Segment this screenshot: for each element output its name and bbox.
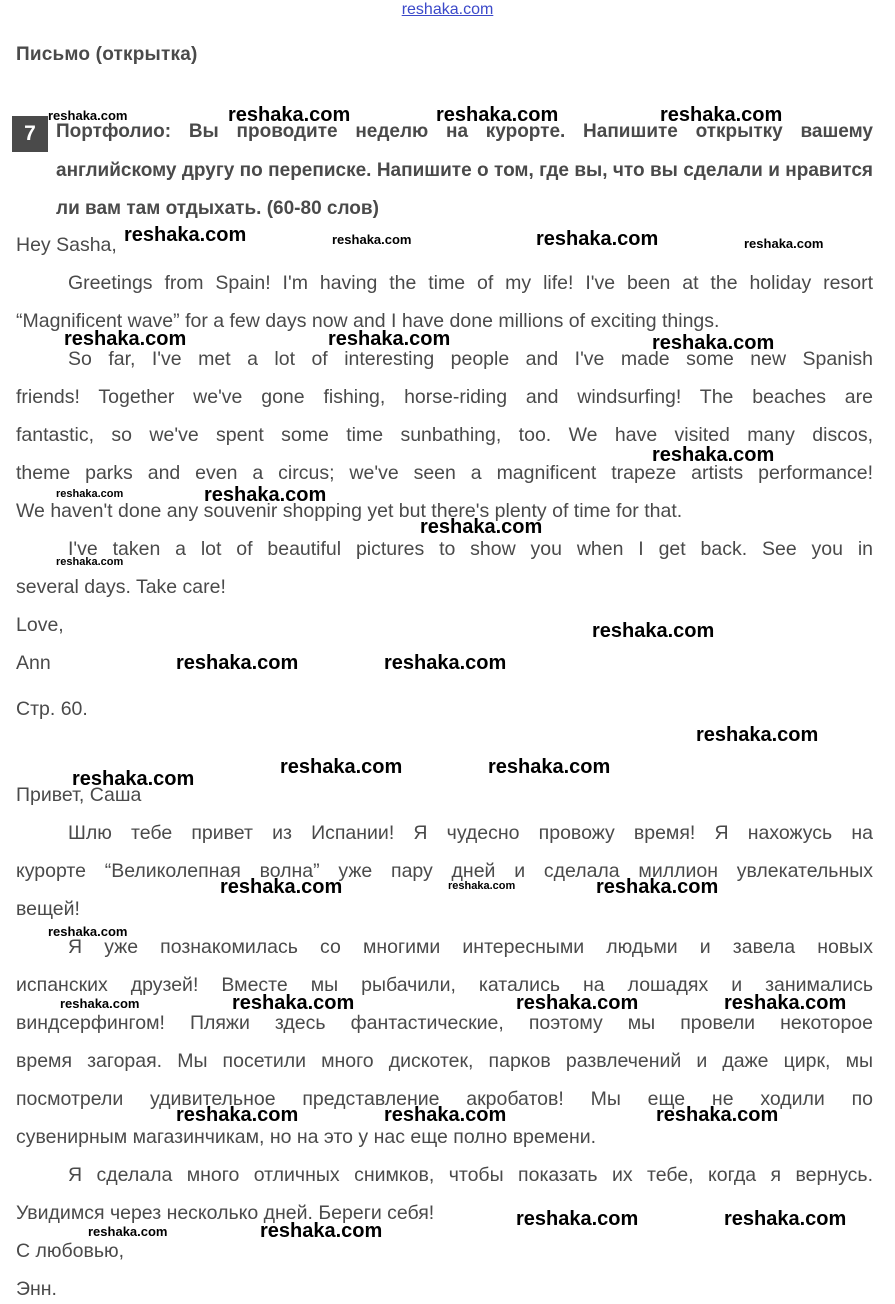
watermark: reshaka.com xyxy=(124,224,247,246)
watermark: reshaka.com xyxy=(384,652,507,674)
watermark: reshaka.com xyxy=(48,108,128,123)
letter-ru-line: курорте “Великолепная волна” уже пару дней и сделала миллион увлекательных xyxy=(16,860,873,882)
watermark: reshaka.com xyxy=(656,1104,779,1126)
watermark: reshaka.com xyxy=(328,328,451,350)
watermark: reshaka.com xyxy=(176,652,299,674)
letter-en-line: So far, I've met a lot of interesting people and I've made some new Spanish xyxy=(68,348,873,370)
watermark: reshaka.com xyxy=(64,328,187,350)
watermark: reshaka.com xyxy=(652,332,775,354)
watermark: reshaka.com xyxy=(204,484,327,506)
letter-ru-line: Я сделала много отличных снимков, чтобы показать их тебе, когда я вернусь. xyxy=(68,1164,873,1186)
letter-ru-line: вещей! xyxy=(16,898,80,920)
watermark: reshaka.com xyxy=(596,876,719,898)
watermark: reshaka.com xyxy=(652,444,775,466)
watermark: reshaka.com xyxy=(72,768,195,790)
letter-ru-line: Шлю тебе привет из Испании! Я чудесно провожу время! Я нахожусь на xyxy=(68,822,873,844)
letter-en-line: fantastic, so we've spent some time sunbathing, too. We have visited many discos, xyxy=(16,424,873,446)
letter-en-line: friends! Together we've gone fishing, horse-riding and windsurfing! The beaches are xyxy=(16,386,873,408)
task-number-badge: 7 xyxy=(12,116,48,152)
watermark: reshaka.com xyxy=(516,992,639,1014)
watermark: reshaka.com xyxy=(88,1224,168,1239)
watermark: reshaka.com xyxy=(384,1104,507,1126)
watermark: reshaka.com xyxy=(332,232,412,247)
watermark: reshaka.com xyxy=(56,488,124,500)
letter-ru-closing: С любовью, xyxy=(16,1240,125,1262)
watermark: reshaka.com xyxy=(228,104,351,126)
letter-ru-greeting: Привет, Саша xyxy=(16,784,142,806)
letter-en-line: several days. Take care! xyxy=(16,576,226,598)
watermark: reshaka.com xyxy=(220,876,343,898)
letter-en-signature: Ann xyxy=(16,652,51,674)
letter-en-line: “Magnificent wave” for a few days now and I have done millions of exciting things. xyxy=(16,310,720,332)
page-reference: Стр. 60. xyxy=(16,698,88,720)
watermark: reshaka.com xyxy=(516,1208,639,1230)
watermark: reshaka.com xyxy=(660,104,783,126)
letter-ru-line: посмотрели удивительное представление акробатов! Мы еще не ходили по xyxy=(16,1088,873,1110)
watermark: reshaka.com xyxy=(420,516,543,538)
watermark: reshaka.com xyxy=(232,992,355,1014)
letter-ru-line: сувенирным магазинчикам, но на это у нас еще полно времени. xyxy=(16,1126,597,1148)
letter-ru-signature: Энн. xyxy=(16,1278,57,1300)
watermark: reshaka.com xyxy=(280,756,403,778)
watermark: reshaka.com xyxy=(60,996,140,1011)
letter-en-closing: Love, xyxy=(16,614,64,636)
letter-ru-line: время загорая. Мы посетили много дискотек, парков развлечений и даже цирк, мы xyxy=(16,1050,873,1072)
watermark: reshaka.com xyxy=(48,924,128,939)
watermark: reshaka.com xyxy=(696,724,819,746)
letter-en-line: We haven't done any souvenir shopping yet but there's plenty of time for that. xyxy=(16,500,683,522)
letter-en-line: I've taken a lot of beautiful pictures to show you when I get back. See you in xyxy=(68,538,873,560)
letter-ru-line: Увидимся через несколько дней. Береги себя! xyxy=(16,1202,435,1224)
task-instructions: Портфолио: Вы проводите неделю на курорте. Напишите открытку вашему английскому другу по переписке. Напишите о том, где вы, что вы сделали и нравится ли вам там отдыхать. (60-80 слов) xyxy=(56,121,873,219)
watermark: reshaka.com xyxy=(260,1220,383,1242)
letter-en-line: Greetings from Spain! I'm having the time of my life! I've been at the holiday resort xyxy=(68,272,873,294)
watermark: reshaka.com xyxy=(744,236,824,251)
watermark: reshaka.com xyxy=(176,1104,299,1126)
section-title: Письмо (открытка) xyxy=(16,44,198,65)
letter-ru-line: испанских друзей! Вместе мы рыбачили, катались на лошадях и занимались xyxy=(16,974,873,996)
watermark: reshaka.com xyxy=(592,620,715,642)
watermark: reshaka.com xyxy=(724,1208,847,1230)
watermark: reshaka.com xyxy=(536,228,659,250)
watermark: reshaka.com xyxy=(436,104,559,126)
letter-ru-line: Я уже познакомилась со многими интересными людьми и завела новых xyxy=(68,936,873,958)
watermark: reshaka.com xyxy=(724,992,847,1014)
letter-ru-line: виндсерфингом! Пляжи здесь фантастические, поэтому мы провели некоторое xyxy=(16,1012,873,1034)
watermark: reshaka.com xyxy=(488,756,611,778)
watermark: reshaka.com xyxy=(448,880,516,892)
letter-en-greeting: Hey Sasha, xyxy=(16,234,117,256)
watermark: reshaka.com xyxy=(56,556,124,568)
site-link[interactable]: reshaka.com xyxy=(401,1,494,18)
letter-en-line: theme parks and even a circus; we've seen a magnificent trapeze artists performance! xyxy=(16,462,873,484)
